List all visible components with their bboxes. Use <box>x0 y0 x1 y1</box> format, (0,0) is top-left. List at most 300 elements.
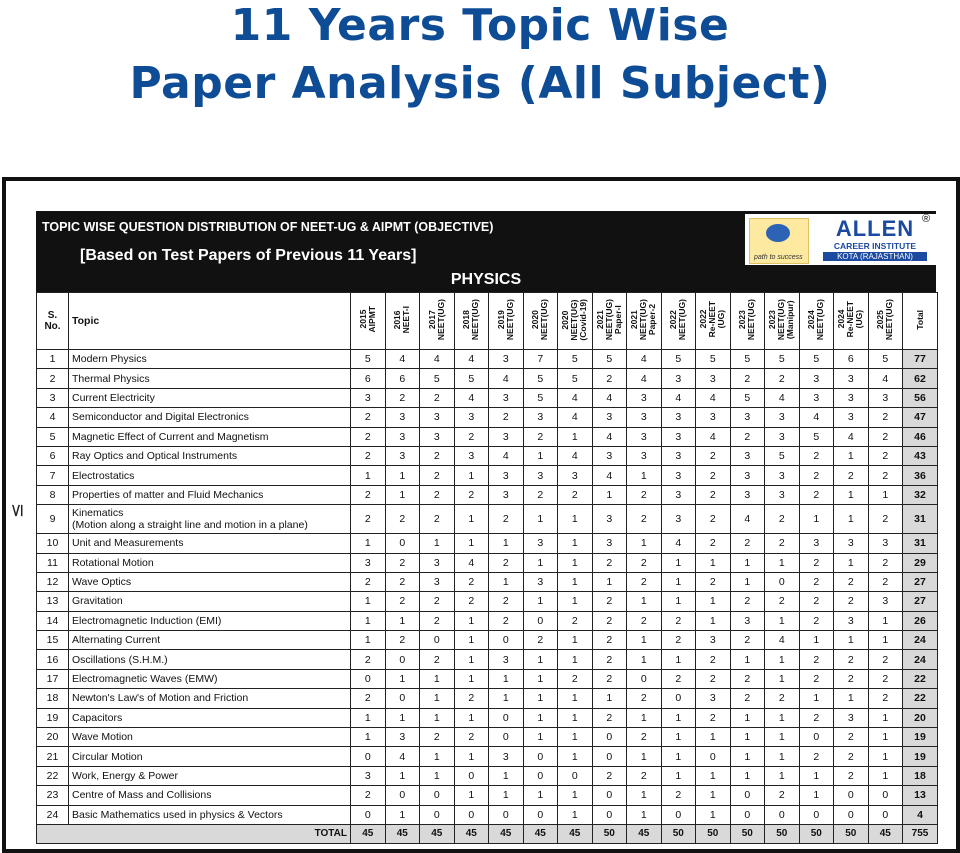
value-cell: 0 <box>696 747 731 766</box>
value-cell: 7 <box>523 350 558 369</box>
value-cell: 1 <box>730 708 765 727</box>
value-cell: 1 <box>868 631 903 650</box>
value-cell: 1 <box>661 708 696 727</box>
value-cell: 1 <box>385 805 420 824</box>
value-cell: 2 <box>420 728 455 747</box>
value-cell: 1 <box>420 534 455 553</box>
column-header: 2024 NEET(UG) <box>799 293 834 350</box>
value-cell: 2 <box>834 650 869 669</box>
value-cell: 3 <box>351 553 386 572</box>
value-cell: 4 <box>592 388 627 407</box>
value-cell: 4 <box>834 427 869 446</box>
column-header: 2021 NEET(UG) Paper-2 <box>627 293 662 350</box>
value-cell: 2 <box>868 505 903 534</box>
value-cell: 1 <box>558 572 593 591</box>
value-cell: 4 <box>592 427 627 446</box>
value-cell: 1 <box>351 592 386 611</box>
value-cell: 0 <box>489 708 524 727</box>
sno-cell: 22 <box>37 766 69 785</box>
value-cell: 3 <box>696 408 731 427</box>
value-cell: 1 <box>834 505 869 534</box>
value-cell: 4 <box>627 350 662 369</box>
value-cell: 0 <box>420 805 455 824</box>
sno-cell: 4 <box>37 408 69 427</box>
value-cell: 2 <box>868 427 903 446</box>
sno-cell: 3 <box>37 388 69 407</box>
value-cell: 1 <box>385 708 420 727</box>
column-total-cell: 50 <box>661 824 696 843</box>
value-cell: 2 <box>765 786 800 805</box>
table-row <box>37 485 938 504</box>
value-cell: 1 <box>730 553 765 572</box>
value-cell: 3 <box>489 485 524 504</box>
column-header: 2018 NEET(UG) <box>454 293 489 350</box>
value-cell: 1 <box>489 534 524 553</box>
column-header: 2023 NEET(UG) (Manipur) <box>765 293 800 350</box>
column-total-cell: 45 <box>351 824 386 843</box>
value-cell: 3 <box>799 369 834 388</box>
value-cell: 1 <box>489 669 524 688</box>
value-cell: 5 <box>454 369 489 388</box>
value-cell: 2 <box>420 650 455 669</box>
value-cell: 1 <box>661 747 696 766</box>
value-cell: 1 <box>834 485 869 504</box>
value-cell: 1 <box>385 466 420 485</box>
table-row <box>37 369 938 388</box>
value-cell: 2 <box>351 485 386 504</box>
value-cell: 4 <box>489 369 524 388</box>
value-cell: 4 <box>454 350 489 369</box>
table-body <box>37 350 938 844</box>
value-cell: 5 <box>523 369 558 388</box>
value-cell: 2 <box>799 669 834 688</box>
value-cell: 0 <box>351 669 386 688</box>
row-total-cell: 56 <box>903 388 938 407</box>
value-cell: 2 <box>592 669 627 688</box>
value-cell: 1 <box>420 747 455 766</box>
value-cell: 1 <box>385 766 420 785</box>
value-cell: 5 <box>730 350 765 369</box>
value-cell: 5 <box>558 350 593 369</box>
topic-header: Topic <box>69 293 351 350</box>
value-cell: 1 <box>351 631 386 650</box>
logo-tagline: path to success <box>754 254 803 261</box>
value-cell: 2 <box>454 592 489 611</box>
logo-subtitle: CAREER INSTITUTE <box>833 241 917 251</box>
value-cell: 2 <box>834 466 869 485</box>
value-cell: 2 <box>351 650 386 669</box>
value-cell: 4 <box>385 350 420 369</box>
sno-cell: 7 <box>37 466 69 485</box>
value-cell: 3 <box>730 408 765 427</box>
value-cell: 1 <box>627 747 662 766</box>
value-cell: 1 <box>765 553 800 572</box>
value-cell: 0 <box>730 805 765 824</box>
value-cell: 3 <box>868 388 903 407</box>
sno-cell: 5 <box>37 427 69 446</box>
value-cell: 1 <box>351 708 386 727</box>
column-total-cell: 45 <box>558 824 593 843</box>
value-cell: 2 <box>696 669 731 688</box>
value-cell: 2 <box>592 592 627 611</box>
value-cell: 2 <box>834 747 869 766</box>
value-cell: 1 <box>351 611 386 630</box>
value-cell: 1 <box>523 689 558 708</box>
value-cell: 1 <box>799 766 834 785</box>
value-cell: 1 <box>454 631 489 650</box>
value-cell: 2 <box>385 631 420 650</box>
logo-emblem-icon <box>749 218 809 264</box>
value-cell: 3 <box>765 466 800 485</box>
value-cell: 0 <box>489 728 524 747</box>
value-cell: 2 <box>454 689 489 708</box>
value-cell: 2 <box>592 553 627 572</box>
value-cell: 5 <box>799 350 834 369</box>
value-cell: 1 <box>627 592 662 611</box>
value-cell: 1 <box>454 669 489 688</box>
value-cell: 2 <box>868 689 903 708</box>
value-cell: 3 <box>730 611 765 630</box>
value-cell: 5 <box>420 369 455 388</box>
value-cell: 0 <box>627 669 662 688</box>
value-cell: 1 <box>627 708 662 727</box>
value-cell: 2 <box>385 592 420 611</box>
value-cell: 4 <box>385 747 420 766</box>
value-cell: 3 <box>834 708 869 727</box>
value-cell: 2 <box>489 611 524 630</box>
value-cell: 1 <box>696 553 731 572</box>
value-cell: 2 <box>696 572 731 591</box>
value-cell: 1 <box>834 553 869 572</box>
value-cell: 3 <box>730 485 765 504</box>
value-cell: 1 <box>696 728 731 747</box>
value-cell: 1 <box>523 786 558 805</box>
banner-subtitle: [Based on Test Papers of Previous 11 Years] <box>80 247 417 264</box>
value-cell: 3 <box>868 534 903 553</box>
side-mark: ⋝ <box>8 502 29 519</box>
table-row <box>37 408 938 427</box>
grand-total-cell: 755 <box>903 824 938 843</box>
value-cell: 2 <box>489 553 524 572</box>
value-cell: 1 <box>765 669 800 688</box>
row-total-cell: 20 <box>903 708 938 727</box>
column-header: 2024 Re-NEET (UG) <box>834 293 869 350</box>
value-cell: 1 <box>454 611 489 630</box>
value-cell: 1 <box>799 689 834 708</box>
value-cell: 0 <box>385 689 420 708</box>
column-header: 2015 AIPMT <box>351 293 386 350</box>
column-header: 2023 NEET(UG) <box>730 293 765 350</box>
value-cell: 1 <box>868 728 903 747</box>
value-cell: 1 <box>730 728 765 747</box>
value-cell: 3 <box>420 427 455 446</box>
value-cell: 2 <box>799 553 834 572</box>
sno-cell: 24 <box>37 805 69 824</box>
value-cell: 2 <box>351 427 386 446</box>
value-cell: 5 <box>765 446 800 465</box>
value-cell: 0 <box>489 631 524 650</box>
value-cell: 1 <box>627 466 662 485</box>
row-total-cell: 27 <box>903 592 938 611</box>
value-cell: 1 <box>765 611 800 630</box>
value-cell: 3 <box>454 446 489 465</box>
value-cell: 4 <box>868 369 903 388</box>
topic-cell: Capacitors <box>69 708 351 727</box>
question-distribution-table <box>36 292 938 844</box>
value-cell: 2 <box>558 485 593 504</box>
value-cell: 3 <box>351 388 386 407</box>
value-cell: 1 <box>696 766 731 785</box>
value-cell: 2 <box>765 689 800 708</box>
value-cell: 2 <box>799 466 834 485</box>
value-cell: 3 <box>489 747 524 766</box>
value-cell: 1 <box>799 631 834 650</box>
value-cell: 1 <box>351 728 386 747</box>
value-cell: 1 <box>523 592 558 611</box>
value-cell: 2 <box>730 427 765 446</box>
value-cell: 2 <box>696 485 731 504</box>
table-row <box>37 505 938 534</box>
value-cell: 3 <box>730 466 765 485</box>
value-cell: 1 <box>834 689 869 708</box>
value-cell: 2 <box>627 611 662 630</box>
value-cell: 1 <box>592 572 627 591</box>
sno-cell: 8 <box>37 485 69 504</box>
value-cell: 3 <box>661 485 696 504</box>
value-cell: 1 <box>661 553 696 572</box>
row-total-cell: 22 <box>903 689 938 708</box>
table-row <box>37 786 938 805</box>
column-header: 2022 Re-NEET (UG) <box>696 293 731 350</box>
topic-cell: Kinematics (Motion along a straight line and motion in a plane) <box>69 505 351 534</box>
value-cell: 1 <box>351 534 386 553</box>
value-cell: 1 <box>489 689 524 708</box>
value-cell: 3 <box>834 369 869 388</box>
sno-cell: 15 <box>37 631 69 650</box>
row-total-cell: 46 <box>903 427 938 446</box>
value-cell: 1 <box>558 747 593 766</box>
value-cell: 1 <box>420 689 455 708</box>
sno-cell: 12 <box>37 572 69 591</box>
value-cell: 2 <box>799 446 834 465</box>
value-cell: 1 <box>454 534 489 553</box>
value-cell: 1 <box>454 708 489 727</box>
value-cell: 3 <box>489 650 524 669</box>
value-cell: 1 <box>558 786 593 805</box>
value-cell: 1 <box>420 669 455 688</box>
value-cell: 2 <box>351 446 386 465</box>
subject-header: PHYSICS <box>36 268 936 292</box>
table-row <box>37 427 938 446</box>
table-row <box>37 747 938 766</box>
registered-mark: ® <box>922 213 931 225</box>
column-total-cell: 50 <box>799 824 834 843</box>
value-cell: 1 <box>385 669 420 688</box>
row-total-cell: 24 <box>903 631 938 650</box>
sno-cell: 11 <box>37 553 69 572</box>
sno-cell: 21 <box>37 747 69 766</box>
sno-cell: 23 <box>37 786 69 805</box>
value-cell: 2 <box>420 485 455 504</box>
value-cell: 0 <box>765 805 800 824</box>
value-cell: 3 <box>834 388 869 407</box>
value-cell: 2 <box>834 669 869 688</box>
value-cell: 1 <box>765 766 800 785</box>
value-cell: 5 <box>765 350 800 369</box>
value-cell: 1 <box>523 505 558 534</box>
value-cell: 2 <box>420 388 455 407</box>
value-cell: 1 <box>558 631 593 650</box>
value-cell: 1 <box>420 708 455 727</box>
value-cell: 0 <box>868 786 903 805</box>
table-row <box>37 669 938 688</box>
row-total-cell: 31 <box>903 505 938 534</box>
sno-cell: 2 <box>37 369 69 388</box>
value-cell: 3 <box>420 553 455 572</box>
value-cell: 4 <box>489 446 524 465</box>
value-cell: 1 <box>489 572 524 591</box>
value-cell: 1 <box>868 611 903 630</box>
value-cell: 2 <box>420 466 455 485</box>
value-cell: 2 <box>454 427 489 446</box>
value-cell: 3 <box>868 592 903 611</box>
value-cell: 2 <box>730 669 765 688</box>
value-cell: 2 <box>868 408 903 427</box>
column-total-cell: 50 <box>592 824 627 843</box>
sno-cell: 17 <box>37 669 69 688</box>
value-cell: 0 <box>592 728 627 747</box>
column-total-cell: 45 <box>868 824 903 843</box>
value-cell: 2 <box>696 505 731 534</box>
value-cell: 1 <box>454 786 489 805</box>
sno-cell: 10 <box>37 534 69 553</box>
topic-cell: Properties of matter and Fluid Mechanics <box>69 485 351 504</box>
table-row <box>37 592 938 611</box>
column-header: 2020 NEET(UG) <box>523 293 558 350</box>
value-cell: 3 <box>558 466 593 485</box>
value-cell: 0 <box>523 611 558 630</box>
value-cell: 3 <box>592 408 627 427</box>
value-cell: 4 <box>627 369 662 388</box>
sno-header: S. No. <box>37 293 69 350</box>
value-cell: 2 <box>351 689 386 708</box>
value-cell: 2 <box>730 592 765 611</box>
value-cell: 2 <box>627 572 662 591</box>
value-cell: 0 <box>523 766 558 785</box>
sno-cell: 18 <box>37 689 69 708</box>
value-cell: 1 <box>765 747 800 766</box>
value-cell: 1 <box>696 786 731 805</box>
value-cell: 2 <box>765 534 800 553</box>
value-cell: 1 <box>558 534 593 553</box>
value-cell: 6 <box>834 350 869 369</box>
value-cell: 3 <box>523 408 558 427</box>
value-cell: 1 <box>523 728 558 747</box>
table-header-row <box>37 293 938 350</box>
value-cell: 0 <box>592 786 627 805</box>
value-cell: 2 <box>868 446 903 465</box>
value-cell: 0 <box>592 747 627 766</box>
table-row <box>37 446 938 465</box>
value-cell: 3 <box>489 427 524 446</box>
topic-cell: Current Electricity <box>69 388 351 407</box>
value-cell: 3 <box>523 572 558 591</box>
value-cell: 1 <box>765 650 800 669</box>
value-cell: 2 <box>385 572 420 591</box>
value-cell: 3 <box>799 388 834 407</box>
value-cell: 4 <box>661 534 696 553</box>
value-cell: 2 <box>730 631 765 650</box>
table-row <box>37 631 938 650</box>
row-total-cell: 19 <box>903 728 938 747</box>
value-cell: 0 <box>489 805 524 824</box>
value-cell: 1 <box>696 611 731 630</box>
value-cell: 2 <box>834 766 869 785</box>
sno-cell: 13 <box>37 592 69 611</box>
value-cell: 3 <box>765 408 800 427</box>
value-cell: 5 <box>592 350 627 369</box>
table-row <box>37 708 938 727</box>
column-header: 2017 NEET(UG) <box>420 293 455 350</box>
value-cell: 2 <box>351 505 386 534</box>
value-cell: 4 <box>696 427 731 446</box>
value-cell: 1 <box>454 505 489 534</box>
table-row <box>37 611 938 630</box>
row-total-cell: 36 <box>903 466 938 485</box>
column-total-cell: 50 <box>834 824 869 843</box>
value-cell: 1 <box>454 466 489 485</box>
topic-cell: Electromagnetic Waves (EMW) <box>69 669 351 688</box>
value-cell: 3 <box>834 408 869 427</box>
row-total-cell: 27 <box>903 572 938 591</box>
value-cell: 1 <box>558 505 593 534</box>
row-total-cell: 47 <box>903 408 938 427</box>
column-total-cell: 45 <box>420 824 455 843</box>
value-cell: 2 <box>351 572 386 591</box>
table-row <box>37 466 938 485</box>
value-cell: 2 <box>799 592 834 611</box>
value-cell: 1 <box>627 631 662 650</box>
value-cell: 0 <box>523 747 558 766</box>
value-cell: 2 <box>696 446 731 465</box>
topic-cell: Newton's Law's of Motion and Friction <box>69 689 351 708</box>
page-heading-line2: Paper Analysis (All Subject) <box>129 58 831 109</box>
topic-cell: Alternating Current <box>69 631 351 650</box>
value-cell: 2 <box>730 689 765 708</box>
value-cell: 2 <box>868 466 903 485</box>
value-cell: 2 <box>696 650 731 669</box>
value-cell: 4 <box>558 446 593 465</box>
topic-cell: Gravitation <box>69 592 351 611</box>
value-cell: 2 <box>351 786 386 805</box>
value-cell: 3 <box>661 408 696 427</box>
topic-cell: Ray Optics and Optical Instruments <box>69 446 351 465</box>
value-cell: 4 <box>765 631 800 650</box>
value-cell: 0 <box>385 650 420 669</box>
value-cell: 2 <box>661 786 696 805</box>
value-cell: 1 <box>558 805 593 824</box>
value-cell: 2 <box>696 534 731 553</box>
sno-cell: 6 <box>37 446 69 465</box>
value-cell: 4 <box>558 408 593 427</box>
sno-cell: 20 <box>37 728 69 747</box>
value-cell: 3 <box>592 505 627 534</box>
value-cell: 2 <box>834 728 869 747</box>
row-total-cell: 43 <box>903 446 938 465</box>
value-cell: 1 <box>558 708 593 727</box>
value-cell: 2 <box>592 369 627 388</box>
value-cell: 0 <box>661 689 696 708</box>
